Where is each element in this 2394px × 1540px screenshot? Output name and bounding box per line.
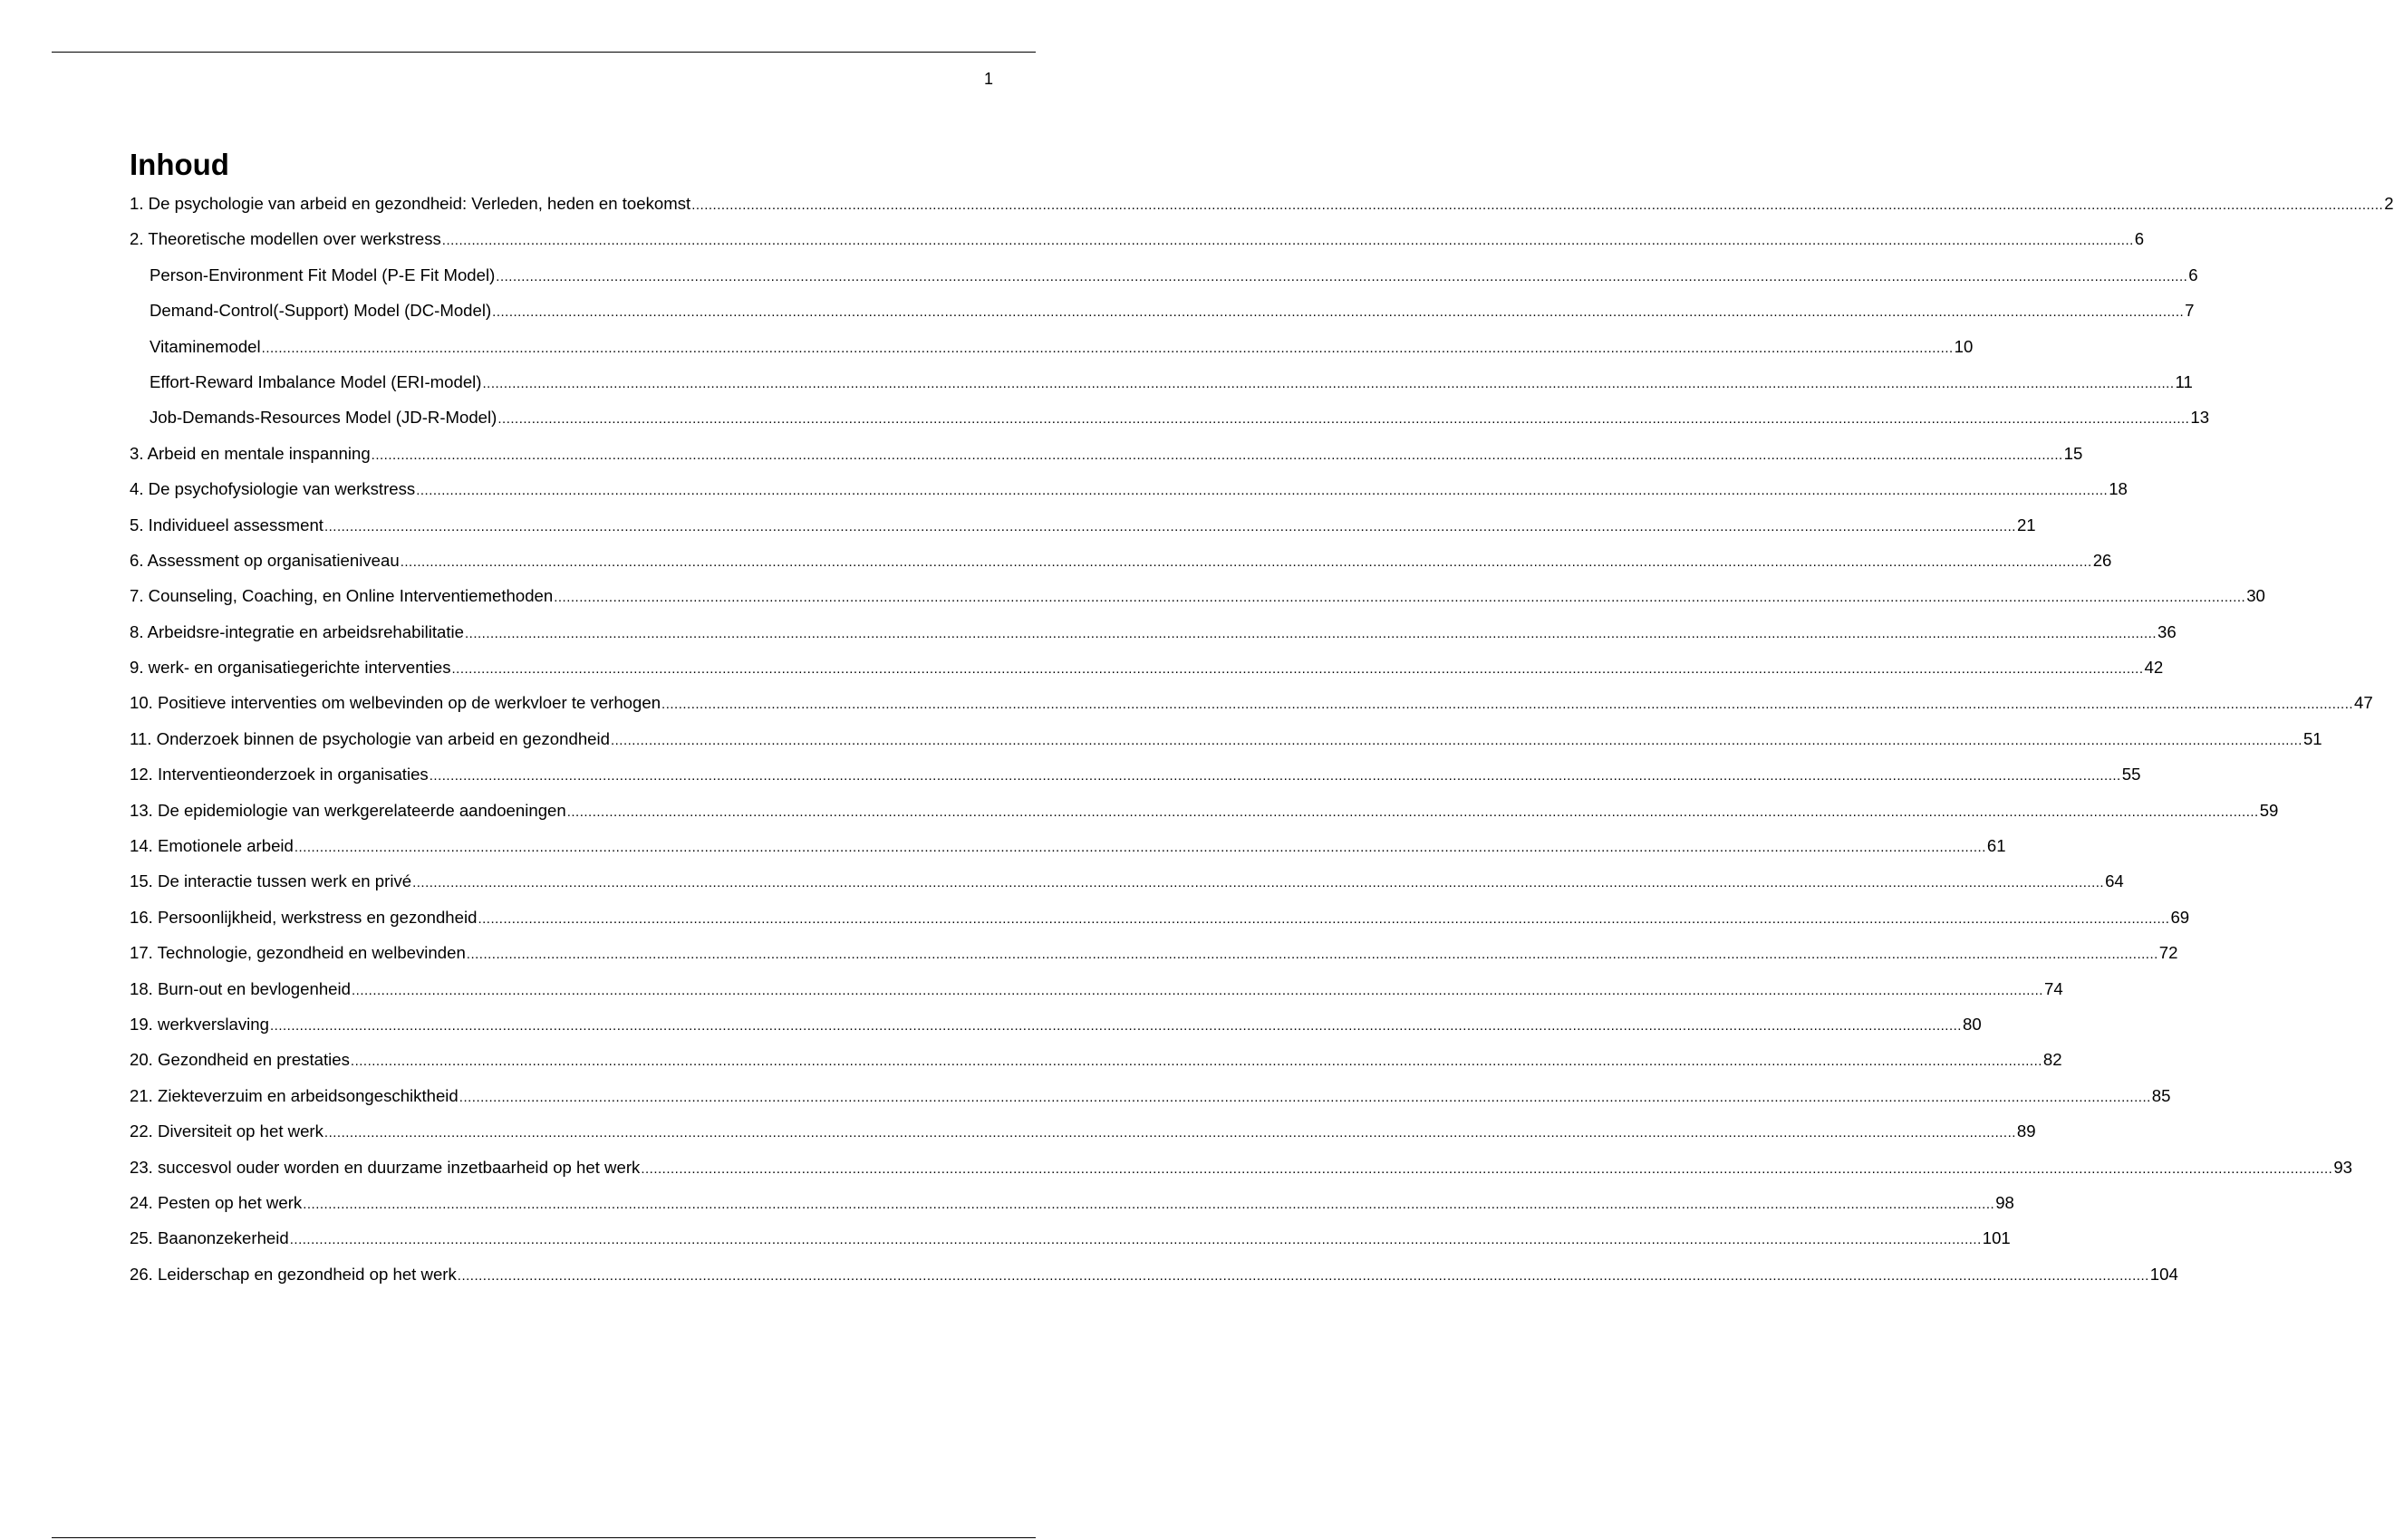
- toc-entry[interactable]: [130, 550, 2112, 586]
- toc-dot-leader: ................................................................................................................................................................................................................................................................................................................................................................................................................: [400, 553, 2092, 570]
- toc-entry[interactable]: [130, 265, 2198, 301]
- toc-entry-title: 6. Assessment op organisatieniveau: [130, 550, 400, 570]
- toc-entry-title: 23. succesvol ouder worden en duurzame inzetbaarheid op het werk: [130, 1157, 641, 1177]
- toc-entry-title: 19. werkverslaving: [130, 1014, 269, 1034]
- toc-entry[interactable]: [130, 301, 2195, 336]
- toc-entry[interactable]: [130, 1228, 2011, 1264]
- toc-entry[interactable]: [130, 728, 2322, 765]
- toc-dot-leader: ................................................................................................................................................................................................................................................................................................................................................................................................................: [457, 1267, 2149, 1284]
- toc-entry[interactable]: [130, 194, 2394, 229]
- toc-entry-page: 74: [2043, 978, 2063, 998]
- toc-entry[interactable]: [130, 1192, 2014, 1228]
- toc-entry[interactable]: [130, 1264, 2178, 1300]
- toc-title: Inhoud: [130, 148, 229, 181]
- toc-entry-page: 51: [2302, 728, 2322, 748]
- toc-entry[interactable]: [130, 479, 2128, 515]
- toc-dot-leader: ................................................................................................................................................................................................................................................................................................................................................................................................................: [303, 1196, 1995, 1212]
- toc-entry[interactable]: [130, 1121, 2036, 1157]
- toc-entry-title: 11. Onderzoek binnen de psychologie van arbeid en gezondheid: [130, 728, 610, 748]
- toc-entry-title: 24. Pesten op het werk: [130, 1192, 303, 1212]
- toc-entry-page: 89: [2016, 1121, 2036, 1141]
- toc-entry-page: 6: [2188, 265, 2198, 284]
- toc-entry[interactable]: [130, 871, 2124, 907]
- toc-dot-leader: ................................................................................................................................................................................................................................................................................................................................................................................................................: [478, 910, 2170, 927]
- toc-dot-leader: ................................................................................................................................................................................................................................................................................................................................................................................................................: [554, 590, 2246, 606]
- toc-entry-title: 7. Counseling, Coaching, en Online Interventiemethoden: [130, 586, 554, 606]
- toc-entry[interactable]: [130, 1050, 2062, 1085]
- toc-entry-page: 2: [2384, 194, 2394, 213]
- toc-entry-title: 2. Theoretische modellen over werkstress: [130, 229, 441, 249]
- toc-entry-title: 21. Ziekteverzuim en arbeidsongeschiktheid: [130, 1085, 459, 1105]
- toc-entry[interactable]: [130, 515, 2036, 551]
- toc-entry-page: 11: [2175, 371, 2193, 391]
- toc-entry-title: 18. Burn-out en bevlogenheid: [130, 978, 351, 998]
- toc-dot-leader: ................................................................................................................................................................................................................................................................................................................................................................................................................: [492, 304, 2185, 321]
- toc-entry[interactable]: [130, 1014, 1982, 1050]
- toc-entry[interactable]: [130, 1085, 2171, 1121]
- toc-entry-title: 3. Arbeid en mentale inspanning: [130, 443, 371, 463]
- toc-entry-page: 72: [2158, 943, 2178, 963]
- toc-entry-page: 21: [2016, 515, 2036, 534]
- toc-list: [130, 194, 2394, 1300]
- toc-entry-title: 13. De epidemiologie van werkgerelateerde aandoeningen: [130, 800, 566, 820]
- toc-dot-leader: ................................................................................................................................................................................................................................................................................................................................................................................................................: [289, 1232, 1982, 1248]
- toc-entry[interactable]: [130, 907, 2190, 943]
- toc-entry-page: 55: [2121, 765, 2141, 784]
- toc-entry-page: 69: [2170, 907, 2190, 927]
- toc-entry[interactable]: [130, 586, 2265, 621]
- footer-rule: [52, 1537, 1036, 1538]
- toc-entry-page: 82: [2042, 1050, 2062, 1070]
- toc-entry[interactable]: [130, 943, 2178, 978]
- toc-entry-page: 98: [1995, 1192, 2014, 1212]
- toc-dot-leader: ................................................................................................................................................................................................................................................................................................................................................................................................................: [691, 197, 2384, 213]
- toc-entry-page: 15: [2063, 443, 2083, 463]
- toc-entry-title: 8. Arbeidsre-integratie en arbeidsrehabilitatie: [130, 621, 464, 641]
- toc-entry-title: 4. De psychofysiologie van werkstress: [130, 479, 416, 499]
- toc-entry-page: 64: [2105, 871, 2124, 891]
- toc-entry-page: 13: [2190, 408, 2210, 428]
- toc-dot-leader: ................................................................................................................................................................................................................................................................................................................................................................................................................: [323, 518, 2016, 534]
- toc-entry-page: 104: [2149, 1264, 2178, 1284]
- toc-dot-leader: ................................................................................................................................................................................................................................................................................................................................................................................................................: [269, 1017, 1962, 1034]
- toc-entry-title: 14. Emotionele arbeid: [130, 836, 294, 856]
- toc-entry-title: Job-Demands-Resources Model (JD-R-Model): [150, 408, 497, 428]
- toc-entry-page: 36: [2157, 621, 2177, 641]
- toc-entry-page: 101: [1982, 1228, 2011, 1248]
- page-number: 1: [983, 70, 993, 88]
- toc-dot-leader: ................................................................................................................................................................................................................................................................................................................................................................................................................: [466, 947, 2158, 963]
- toc-entry[interactable]: [130, 621, 2177, 658]
- toc-entry[interactable]: [130, 693, 2373, 728]
- toc-entry-page: 80: [1962, 1014, 1982, 1034]
- toc-dot-leader: ................................................................................................................................................................................................................................................................................................................................................................................................................: [482, 375, 2175, 391]
- toc-entry-page: 59: [2259, 800, 2279, 820]
- toc-entry-page: 30: [2246, 586, 2265, 606]
- toc-entry[interactable]: [130, 408, 2210, 443]
- toc-entry-title: 26. Leiderschap en gezondheid op het werk: [130, 1264, 457, 1284]
- toc-dot-leader: ................................................................................................................................................................................................................................................................................................................................................................................................................: [497, 411, 2190, 428]
- toc-dot-leader: ................................................................................................................................................................................................................................................................................................................................................................................................................: [416, 483, 2109, 499]
- toc-entry-title: 20. Gezondheid en prestaties: [130, 1050, 350, 1070]
- toc-dot-leader: ................................................................................................................................................................................................................................................................................................................................................................................................................: [496, 268, 2188, 284]
- toc-dot-leader: ................................................................................................................................................................................................................................................................................................................................................................................................................: [294, 840, 1986, 856]
- toc-dot-leader: ................................................................................................................................................................................................................................................................................................................................................................................................................: [351, 982, 2043, 998]
- toc-entry[interactable]: [130, 658, 2164, 693]
- toc-entry-title: 5. Individueel assessment: [130, 515, 323, 534]
- toc-entry-page: 47: [2354, 693, 2373, 713]
- toc-entry-page: 93: [2333, 1157, 2353, 1177]
- toc-entry-page: 85: [2151, 1085, 2171, 1105]
- toc-entry-page: 10: [1954, 336, 1974, 356]
- toc-entry[interactable]: [130, 765, 2141, 800]
- toc-entry[interactable]: [130, 978, 2063, 1015]
- toc-dot-leader: ................................................................................................................................................................................................................................................................................................................................................................................................................: [451, 661, 2144, 678]
- toc-entry-page: 18: [2109, 479, 2128, 499]
- toc-dot-leader: ................................................................................................................................................................................................................................................................................................................................................................................................................: [661, 697, 2354, 713]
- toc-entry-title: Demand-Control(-Support) Model (DC-Model): [150, 301, 492, 321]
- toc-entry-title: 9. werk- en organisatiegerichte interventies: [130, 658, 451, 678]
- toc-entry-title: 15. De interactie tussen werk en privé: [130, 871, 412, 891]
- header-rule: [52, 52, 1036, 53]
- toc-dot-leader: ................................................................................................................................................................................................................................................................................................................................................................................................................: [441, 233, 2134, 249]
- toc-entry-title: Effort-Reward Imbalance Model (ERI-model): [150, 371, 482, 391]
- toc-dot-leader: ................................................................................................................................................................................................................................................................................................................................................................................................................: [429, 768, 2121, 784]
- toc-entry-title: Vitaminemodel: [150, 336, 261, 356]
- toc-entry-title: 17. Technologie, gezondheid en welbevinden: [130, 943, 466, 963]
- table-of-contents: [130, 147, 2394, 1300]
- toc-entry-page: 26: [2092, 550, 2112, 570]
- toc-dot-leader: ................................................................................................................................................................................................................................................................................................................................................................................................................: [371, 447, 2063, 463]
- toc-entry-title: 16. Persoonlijkheid, werkstress en gezondheid: [130, 907, 478, 927]
- toc-entry-title: Person-Environment Fit Model (P-E Fit Model): [150, 265, 496, 284]
- toc-entry-page: 42: [2144, 658, 2164, 678]
- toc-entry-title: 1. De psychologie van arbeid en gezondheid: Verleden, heden en toekomst: [130, 194, 691, 213]
- toc-dot-leader: ................................................................................................................................................................................................................................................................................................................................................................................................................: [566, 804, 2259, 820]
- toc-dot-leader: ................................................................................................................................................................................................................................................................................................................................................................................................................: [412, 875, 2105, 891]
- toc-entry-page: 7: [2185, 301, 2195, 321]
- toc-entry[interactable]: [130, 800, 2279, 836]
- toc-dot-leader: ................................................................................................................................................................................................................................................................................................................................................................................................................: [261, 340, 1954, 356]
- toc-dot-leader: ................................................................................................................................................................................................................................................................................................................................................................................................................: [323, 1125, 2016, 1141]
- toc-dot-leader: ................................................................................................................................................................................................................................................................................................................................................................................................................: [465, 625, 2157, 641]
- toc-dot-leader: ................................................................................................................................................................................................................................................................................................................................................................................................................: [641, 1160, 2333, 1177]
- toc-entry[interactable]: [130, 229, 2145, 265]
- toc-entry-title: 10. Positieve interventies om welbevinden op de werkvloer te verhogen: [130, 693, 661, 713]
- toc-entry[interactable]: [130, 443, 2083, 479]
- toc-entry-page: 6: [2134, 229, 2145, 249]
- toc-dot-leader: ................................................................................................................................................................................................................................................................................................................................................................................................................: [350, 1054, 2042, 1070]
- toc-entry[interactable]: [130, 336, 1974, 372]
- toc-dot-leader: ................................................................................................................................................................................................................................................................................................................................................................................................................: [459, 1089, 2151, 1105]
- toc-entry-title: 22. Diversiteit op het werk: [130, 1121, 323, 1141]
- toc-entry[interactable]: [130, 836, 2006, 871]
- toc-entry-page: 61: [1986, 836, 2006, 856]
- toc-dot-leader: ................................................................................................................................................................................................................................................................................................................................................................................................................: [610, 732, 2302, 748]
- toc-entry[interactable]: [130, 1157, 2353, 1193]
- toc-entry[interactable]: [130, 371, 2193, 408]
- toc-entry-title: 25. Baanonzekerheid: [130, 1228, 289, 1248]
- toc-entry-title: 12. Interventieonderzoek in organisaties: [130, 765, 429, 784]
